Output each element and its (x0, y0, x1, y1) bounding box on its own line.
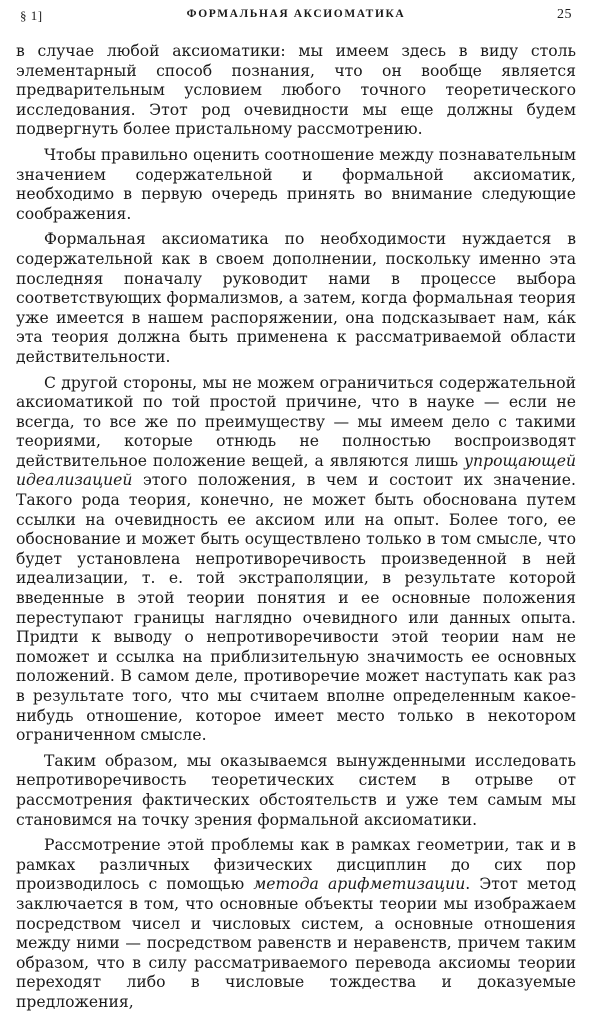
running-header (16, 6, 576, 28)
section-marker: § 1] (20, 8, 43, 23)
paragraph (16, 836, 576, 1012)
emphasis-text: метода арифметизации (253, 875, 466, 894)
running-title: ФОРМАЛЬНАЯ АКСИОМАТИКА (186, 8, 406, 20)
paragraph (16, 146, 576, 224)
paragraph (16, 230, 576, 367)
paragraph (16, 374, 576, 746)
page-number: 25 (557, 7, 572, 22)
paragraph-text: Чтобы правильно оценить соотношение между познавательным значением содержательной и формальной аксиоматик, необходимо в первую очередь принять во внимание следующие соображения. (16, 145, 576, 223)
paragraph-text: Таким образом, мы оказываемся вынужденными исследовать непротиворечивость теоретических систем в отрыве от рассмотрения фактических обстоятельств и уже тем самым мы становимся на точку зрения формальной аксиоматики. (16, 751, 576, 829)
paragraph-text: этого положения, в чем и состоит их значение. Такого рода теория, конечно, не может быть обоснована путем ссылки на очевидность ее аксиом или на опыт. Более того, ее обоснование и может быть осуществлено только в том смысле, что будет установлена непротиворечивость произведенной в ней идеализации, т. е. той экстраполяции, в результате которой введенные в этой теории понятия и ее основные положения переступают границы наглядно очевидного или данных опыта. Придти к выводу о непротиворечивости этой теории нам не поможет и ссылка на приблизительную значимость ее основных положений. В самом деле, противоречие может наступать как раз в результате того, что мы считаем вполне определенным какое-нибудь отношение, которое имеет место только в некотором ограниченном смысле. (16, 471, 576, 745)
body-text (16, 42, 576, 1013)
paragraph-continued (16, 42, 576, 140)
paragraph-text: Рассмотрение этой проблемы как в рамках геометрии, так и в рамках различных физических дисциплин до сих пор производилось с помощью (16, 836, 576, 894)
emphasis-text: упрощающей идеализацией (16, 451, 576, 490)
paragraph-text: в случае любой аксиоматики: мы имеем здесь в виду столь элементарный способ познания, что он вообще является предварительным условием любого точного теоретического исследования. Этот род очевидности мы еще должны будем подвергнуть более пристальному рассмотрению. (16, 42, 576, 139)
paragraph (16, 752, 576, 830)
paragraph-text: Формальная аксиоматика по необходимости нуждается в содержательной как в своем дополнении, поскольку именно эта последняя поначалу руководит нами в процессе выбора соответствующих формализмов, а затем, когда формальная теория уже имеется в нашем распоряжении, она подсказывает нам, ка́к эта теория должна быть применена к рассматриваемой области действительности. (16, 230, 576, 366)
paragraph-text: С другой стороны, мы не можем ограничиться содержательной аксиоматикой по той простой причине, что в науке — если не всегда, то все же по преимуществу — мы имеем дело с такими теориями, которые отнюдь не полностью воспроизводят действительное положение вещей, а являются лишь (16, 373, 576, 470)
paragraph-text: . Этот метод заключается в том, что основные объекты теории мы изображаем посредством чисел и числовых систем, а основные отношения между ними — посредством равенств и неравенств, причем таким образом, что в силу рассматриваемого перевода аксиомы теории переходят либо в числовые тождества и доказуемые предложения, (16, 875, 576, 1011)
